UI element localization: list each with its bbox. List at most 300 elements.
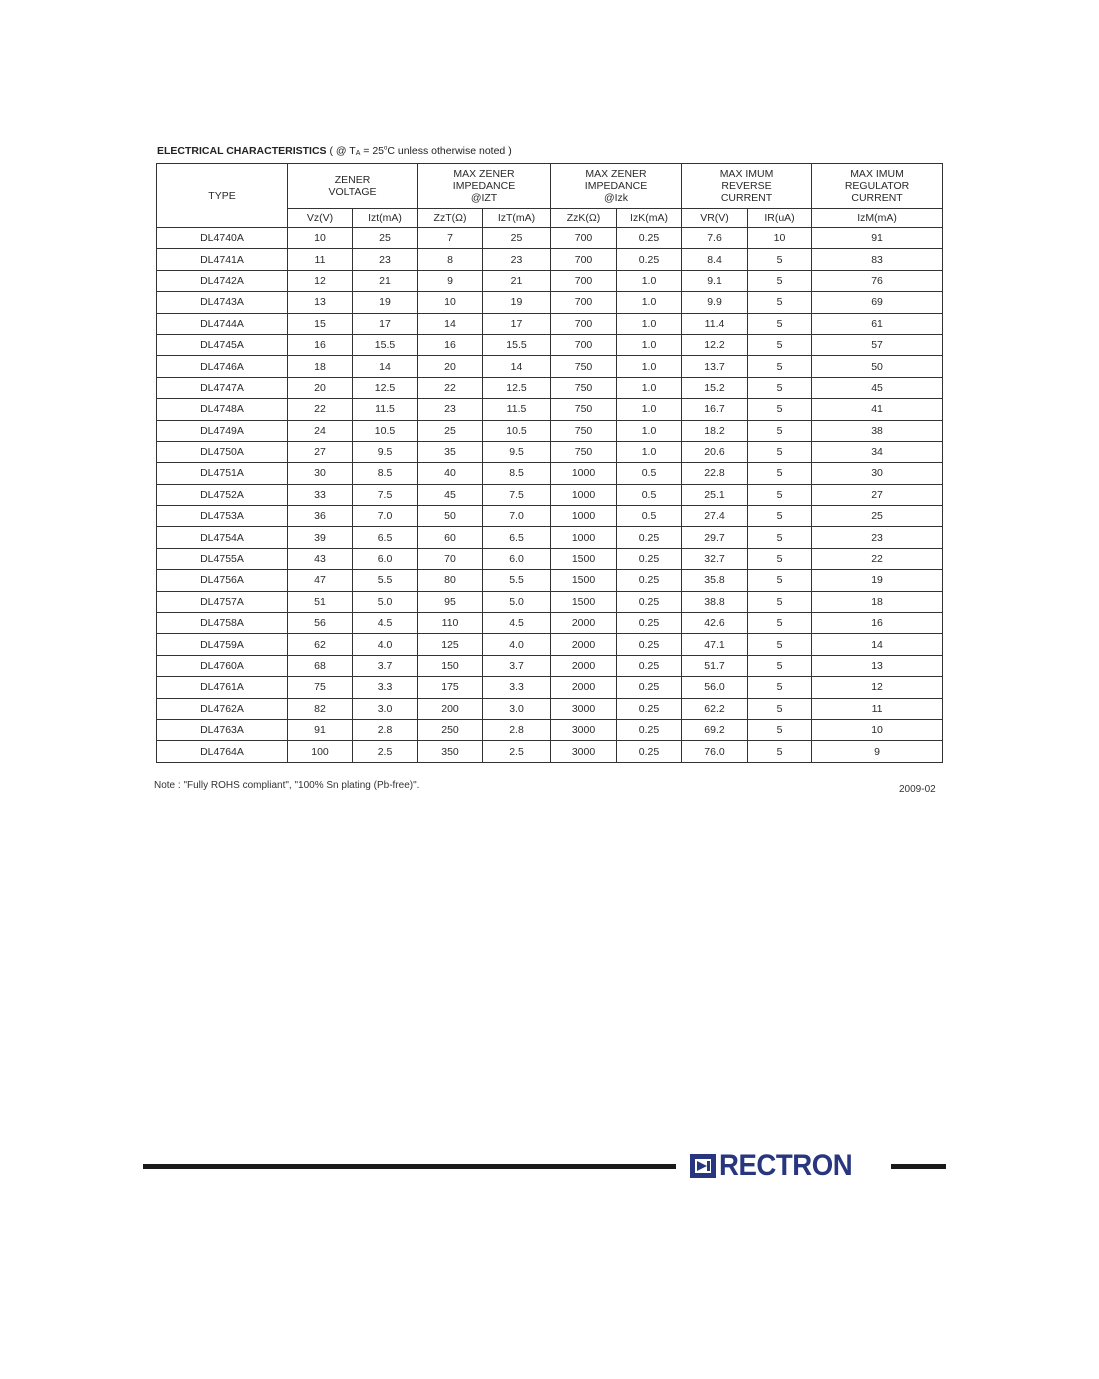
value-cell: 11.5	[353, 399, 418, 420]
value-cell: 45	[418, 484, 483, 505]
value-cell: 6.0	[353, 548, 418, 569]
value-cell: 8.4	[682, 249, 748, 270]
value-cell: 95	[418, 591, 483, 612]
value-cell: 18.2	[682, 420, 748, 441]
value-cell: 5	[748, 741, 812, 762]
table-row	[157, 249, 943, 270]
value-cell: 5	[748, 313, 812, 334]
subheader-izm: IzM(mA)	[812, 209, 943, 228]
header-line: ZENER	[334, 174, 371, 186]
type-cell: DL4749A	[157, 420, 288, 441]
type-cell: DL4763A	[157, 719, 288, 740]
header-zener-voltage	[288, 164, 418, 209]
value-cell: 69.2	[682, 719, 748, 740]
value-cell: 5	[748, 399, 812, 420]
value-cell: 700	[551, 249, 617, 270]
value-cell: 1.0	[617, 377, 682, 398]
value-cell: 12	[812, 677, 943, 698]
header-impedance-izt	[418, 164, 551, 209]
value-cell: 83	[812, 249, 943, 270]
header-impedance-izk	[551, 164, 682, 209]
value-cell: 17	[353, 313, 418, 334]
value-cell: 3.0	[353, 698, 418, 719]
value-cell: 27	[812, 484, 943, 505]
value-cell: 5	[748, 719, 812, 740]
value-cell: 3.0	[483, 698, 551, 719]
type-cell: DL4755A	[157, 548, 288, 569]
table-row	[157, 634, 943, 655]
value-cell: 5	[748, 441, 812, 462]
value-cell: 75	[288, 677, 353, 698]
value-cell: 1.0	[617, 270, 682, 291]
value-cell: 12.5	[353, 377, 418, 398]
header-line: MAX IMUM	[850, 168, 904, 180]
value-cell: 0.25	[617, 527, 682, 548]
value-cell: 1500	[551, 591, 617, 612]
value-cell: 14	[483, 356, 551, 377]
value-cell: 14	[418, 313, 483, 334]
value-cell: 16.7	[682, 399, 748, 420]
value-cell: 21	[353, 270, 418, 291]
value-cell: 5.0	[353, 591, 418, 612]
compliance-note: Note : "Fully ROHS compliant", "100% Sn plating (Pb-free)".	[154, 780, 420, 791]
value-cell: 4.0	[353, 634, 418, 655]
value-cell: 7.0	[483, 506, 551, 527]
value-cell: 0.25	[617, 570, 682, 591]
value-cell: 76.0	[682, 741, 748, 762]
value-cell: 35	[418, 441, 483, 462]
value-cell: 9	[812, 741, 943, 762]
value-cell: 32.7	[682, 548, 748, 569]
header-line: REVERSE	[721, 180, 772, 192]
value-cell: 0.5	[617, 506, 682, 527]
value-cell: 1500	[551, 570, 617, 591]
value-cell: 25	[353, 228, 418, 249]
value-cell: 350	[418, 741, 483, 762]
value-cell: 0.25	[617, 741, 682, 762]
value-cell: 9	[418, 270, 483, 291]
value-cell: 0.25	[617, 677, 682, 698]
type-cell: DL4756A	[157, 570, 288, 591]
table-row	[157, 399, 943, 420]
table-row	[157, 698, 943, 719]
value-cell: 110	[418, 613, 483, 634]
value-cell: 25	[483, 228, 551, 249]
value-cell: 5	[748, 334, 812, 355]
value-cell: 20.6	[682, 441, 748, 462]
value-cell: 750	[551, 420, 617, 441]
value-cell: 5	[748, 249, 812, 270]
value-cell: 5	[748, 570, 812, 591]
value-cell: 5.5	[353, 570, 418, 591]
value-cell: 14	[353, 356, 418, 377]
value-cell: 7.5	[353, 484, 418, 505]
value-cell: 1.0	[617, 399, 682, 420]
table-row	[157, 463, 943, 484]
table-row	[157, 719, 943, 740]
value-cell: 1000	[551, 463, 617, 484]
value-cell: 1.0	[617, 334, 682, 355]
value-cell: 0.25	[617, 613, 682, 634]
value-cell: 15.5	[483, 334, 551, 355]
value-cell: 12.2	[682, 334, 748, 355]
value-cell: 1.0	[617, 292, 682, 313]
subheader-ir: IR(uA)	[748, 209, 812, 228]
brand-name: RECTRON	[719, 1149, 853, 1182]
subheader-izt-imp: IzT(mA)	[483, 209, 551, 228]
value-cell: 7.0	[353, 506, 418, 527]
value-cell: 43	[288, 548, 353, 569]
value-cell: 68	[288, 655, 353, 676]
table-row	[157, 677, 943, 698]
table-row	[157, 420, 943, 441]
header-line: MAX ZENER	[453, 168, 515, 180]
value-cell: 7	[418, 228, 483, 249]
type-cell: DL4747A	[157, 377, 288, 398]
value-cell: 5	[748, 484, 812, 505]
subheader-vz: Vz(V)	[288, 209, 353, 228]
value-cell: 5	[748, 292, 812, 313]
value-cell: 0.25	[617, 634, 682, 655]
value-cell: 1000	[551, 484, 617, 505]
value-cell: 62.2	[682, 698, 748, 719]
value-cell: 10	[288, 228, 353, 249]
value-cell: 25	[812, 506, 943, 527]
value-cell: 11.4	[682, 313, 748, 334]
table-row	[157, 356, 943, 377]
value-cell: 70	[418, 548, 483, 569]
value-cell: 22.8	[682, 463, 748, 484]
value-cell: 700	[551, 292, 617, 313]
type-cell: DL4764A	[157, 741, 288, 762]
value-cell: 10.5	[483, 420, 551, 441]
value-cell: 6.5	[353, 527, 418, 548]
footer-rule-left	[143, 1164, 676, 1169]
value-cell: 61	[812, 313, 943, 334]
value-cell: 3000	[551, 719, 617, 740]
value-cell: 5	[748, 591, 812, 612]
type-cell: DL4760A	[157, 655, 288, 676]
value-cell: 7.5	[483, 484, 551, 505]
value-cell: 6.0	[483, 548, 551, 569]
value-cell: 3.7	[483, 655, 551, 676]
value-cell: 9.5	[353, 441, 418, 462]
table-row	[157, 655, 943, 676]
value-cell: 700	[551, 313, 617, 334]
value-cell: 27	[288, 441, 353, 462]
value-cell: 175	[418, 677, 483, 698]
value-cell: 5	[748, 613, 812, 634]
value-cell: 56	[288, 613, 353, 634]
value-cell: 42.6	[682, 613, 748, 634]
header-reverse-current	[682, 164, 812, 209]
value-cell: 47.1	[682, 634, 748, 655]
value-cell: 19	[812, 570, 943, 591]
value-cell: 5	[748, 655, 812, 676]
heading-condition-temp: = 25	[360, 145, 385, 157]
value-cell: 2000	[551, 677, 617, 698]
type-cell: DL4757A	[157, 591, 288, 612]
value-cell: 5	[748, 698, 812, 719]
value-cell: 34	[812, 441, 943, 462]
header-line: CURRENT	[720, 192, 773, 204]
value-cell: 16	[418, 334, 483, 355]
value-cell: 20	[288, 377, 353, 398]
value-cell: 750	[551, 441, 617, 462]
value-cell: 11	[288, 249, 353, 270]
type-cell: DL4753A	[157, 506, 288, 527]
value-cell: 2000	[551, 655, 617, 676]
value-cell: 27.4	[682, 506, 748, 527]
value-cell: 15.2	[682, 377, 748, 398]
value-cell: 29.7	[682, 527, 748, 548]
subheader-izk: IzK(mA)	[617, 209, 682, 228]
type-cell: DL4752A	[157, 484, 288, 505]
value-cell: 13	[812, 655, 943, 676]
value-cell: 0.25	[617, 655, 682, 676]
value-cell: 100	[288, 741, 353, 762]
value-cell: 20	[418, 356, 483, 377]
value-cell: 5	[748, 506, 812, 527]
value-cell: 57	[812, 334, 943, 355]
value-cell: 1000	[551, 506, 617, 527]
type-cell: DL4751A	[157, 463, 288, 484]
header-line: IMPEDANCE	[584, 180, 648, 192]
subheader-vr: VR(V)	[682, 209, 748, 228]
value-cell: 6.5	[483, 527, 551, 548]
value-cell: 19	[353, 292, 418, 313]
table-row	[157, 228, 943, 249]
value-cell: 5.0	[483, 591, 551, 612]
value-cell: 5	[748, 463, 812, 484]
value-cell: 91	[812, 228, 943, 249]
value-cell: 24	[288, 420, 353, 441]
value-cell: 0.25	[617, 698, 682, 719]
type-cell: DL4754A	[157, 527, 288, 548]
value-cell: 3.7	[353, 655, 418, 676]
value-cell: 13	[288, 292, 353, 313]
value-cell: 0.25	[617, 228, 682, 249]
value-cell: 8	[418, 249, 483, 270]
value-cell: 2.5	[483, 741, 551, 762]
electrical-characteristics-table	[156, 163, 943, 763]
value-cell: 700	[551, 228, 617, 249]
value-cell: 0.5	[617, 463, 682, 484]
table-row	[157, 441, 943, 462]
heading-condition-open: ( @ T	[326, 145, 356, 157]
value-cell: 5	[748, 377, 812, 398]
rectron-diode-logo-icon	[688, 1151, 718, 1181]
value-cell: 51.7	[682, 655, 748, 676]
heading-title: ELECTRICAL CHARACTERISTICS	[157, 145, 327, 157]
value-cell: 69	[812, 292, 943, 313]
value-cell: 38	[812, 420, 943, 441]
value-cell: 50	[812, 356, 943, 377]
header-line: REGULATOR	[844, 180, 910, 192]
value-cell: 2.8	[353, 719, 418, 740]
value-cell: 60	[418, 527, 483, 548]
table-row	[157, 527, 943, 548]
table-row	[157, 484, 943, 505]
value-cell: 22	[288, 399, 353, 420]
type-cell: DL4740A	[157, 228, 288, 249]
value-cell: 3.3	[353, 677, 418, 698]
header-regulator-current	[812, 164, 943, 209]
value-cell: 50	[418, 506, 483, 527]
table-row	[157, 313, 943, 334]
value-cell: 39	[288, 527, 353, 548]
value-cell: 1.0	[617, 441, 682, 462]
value-cell: 15	[288, 313, 353, 334]
value-cell: 0.5	[617, 484, 682, 505]
value-cell: 2.8	[483, 719, 551, 740]
value-cell: 4.5	[353, 613, 418, 634]
heading-condition-rest: C unless otherwise noted )	[387, 145, 512, 157]
header-line: CURRENT	[851, 192, 903, 204]
value-cell: 10	[748, 228, 812, 249]
header-line: MAX IMUM	[719, 168, 774, 180]
table-row	[157, 548, 943, 569]
value-cell: 91	[288, 719, 353, 740]
type-cell: DL4759A	[157, 634, 288, 655]
value-cell: 17	[483, 313, 551, 334]
value-cell: 5	[748, 677, 812, 698]
value-cell: 9.1	[682, 270, 748, 291]
type-cell: DL4750A	[157, 441, 288, 462]
value-cell: 1.0	[617, 356, 682, 377]
table-row	[157, 270, 943, 291]
table-row	[157, 377, 943, 398]
value-cell: 5	[748, 270, 812, 291]
header-line: MAX ZENER	[585, 168, 647, 180]
value-cell: 5	[748, 527, 812, 548]
header-line: IMPEDANCE	[452, 180, 516, 192]
value-cell: 47	[288, 570, 353, 591]
value-cell: 35.8	[682, 570, 748, 591]
type-cell: DL4758A	[157, 613, 288, 634]
value-cell: 23	[483, 249, 551, 270]
value-cell: 22	[812, 548, 943, 569]
type-cell: DL4743A	[157, 292, 288, 313]
subheader-izt: Izt(mA)	[353, 209, 418, 228]
value-cell: 56.0	[682, 677, 748, 698]
value-cell: 38.8	[682, 591, 748, 612]
value-cell: 15.5	[353, 334, 418, 355]
value-cell: 62	[288, 634, 353, 655]
value-cell: 750	[551, 356, 617, 377]
value-cell: 16	[288, 334, 353, 355]
subheader-zzt: ZzT(Ω)	[418, 209, 483, 228]
value-cell: 23	[353, 249, 418, 270]
value-cell: 1500	[551, 548, 617, 569]
value-cell: 14	[812, 634, 943, 655]
table-row	[157, 570, 943, 591]
type-cell: DL4745A	[157, 334, 288, 355]
table-row	[157, 506, 943, 527]
value-cell: 0.25	[617, 719, 682, 740]
value-cell: 18	[288, 356, 353, 377]
value-cell: 750	[551, 399, 617, 420]
value-cell: 3000	[551, 741, 617, 762]
value-cell: 700	[551, 334, 617, 355]
value-cell: 5	[748, 420, 812, 441]
value-cell: 23	[812, 527, 943, 548]
value-cell: 5	[748, 356, 812, 377]
value-cell: 750	[551, 377, 617, 398]
value-cell: 700	[551, 270, 617, 291]
value-cell: 5	[748, 548, 812, 569]
value-cell: 82	[288, 698, 353, 719]
value-cell: 3.3	[483, 677, 551, 698]
value-cell: 30	[812, 463, 943, 484]
table-row	[157, 591, 943, 612]
type-cell: DL4762A	[157, 698, 288, 719]
section-heading	[157, 145, 512, 157]
type-cell: DL4748A	[157, 399, 288, 420]
header-line: @IZT	[470, 192, 498, 204]
value-cell: 8.5	[483, 463, 551, 484]
value-cell: 10	[418, 292, 483, 313]
value-cell: 10.5	[353, 420, 418, 441]
value-cell: 0.25	[617, 548, 682, 569]
value-cell: 33	[288, 484, 353, 505]
value-cell: 36	[288, 506, 353, 527]
date-code: 2009-02	[899, 784, 936, 795]
value-cell: 250	[418, 719, 483, 740]
type-cell: DL4746A	[157, 356, 288, 377]
value-cell: 125	[418, 634, 483, 655]
table-row	[157, 613, 943, 634]
value-cell: 25.1	[682, 484, 748, 505]
rectron-logo	[688, 1148, 864, 1184]
value-cell: 16	[812, 613, 943, 634]
value-cell: 9.9	[682, 292, 748, 313]
value-cell: 4.5	[483, 613, 551, 634]
value-cell: 51	[288, 591, 353, 612]
value-cell: 40	[418, 463, 483, 484]
value-cell: 0.25	[617, 249, 682, 270]
footer-rule-right	[891, 1164, 946, 1169]
header-line: @Izk	[603, 192, 629, 204]
type-cell: DL4741A	[157, 249, 288, 270]
value-cell: 11.5	[483, 399, 551, 420]
value-cell: 10	[812, 719, 943, 740]
value-cell: 2000	[551, 634, 617, 655]
value-cell: 41	[812, 399, 943, 420]
value-cell: 3000	[551, 698, 617, 719]
type-cell: DL4742A	[157, 270, 288, 291]
value-cell: 2.5	[353, 741, 418, 762]
heading-degree: o	[384, 145, 388, 152]
value-cell: 21	[483, 270, 551, 291]
value-cell: 1000	[551, 527, 617, 548]
type-cell: DL4761A	[157, 677, 288, 698]
value-cell: 25	[418, 420, 483, 441]
value-cell: 22	[418, 377, 483, 398]
table-row	[157, 292, 943, 313]
value-cell: 19	[483, 292, 551, 313]
value-cell: 23	[418, 399, 483, 420]
value-cell: 18	[812, 591, 943, 612]
value-cell: 1.0	[617, 420, 682, 441]
value-cell: 13.7	[682, 356, 748, 377]
value-cell: 12	[288, 270, 353, 291]
value-cell: 9.5	[483, 441, 551, 462]
value-cell: 0.25	[617, 591, 682, 612]
value-cell: 11	[812, 698, 943, 719]
table-row	[157, 741, 943, 762]
value-cell: 8.5	[353, 463, 418, 484]
